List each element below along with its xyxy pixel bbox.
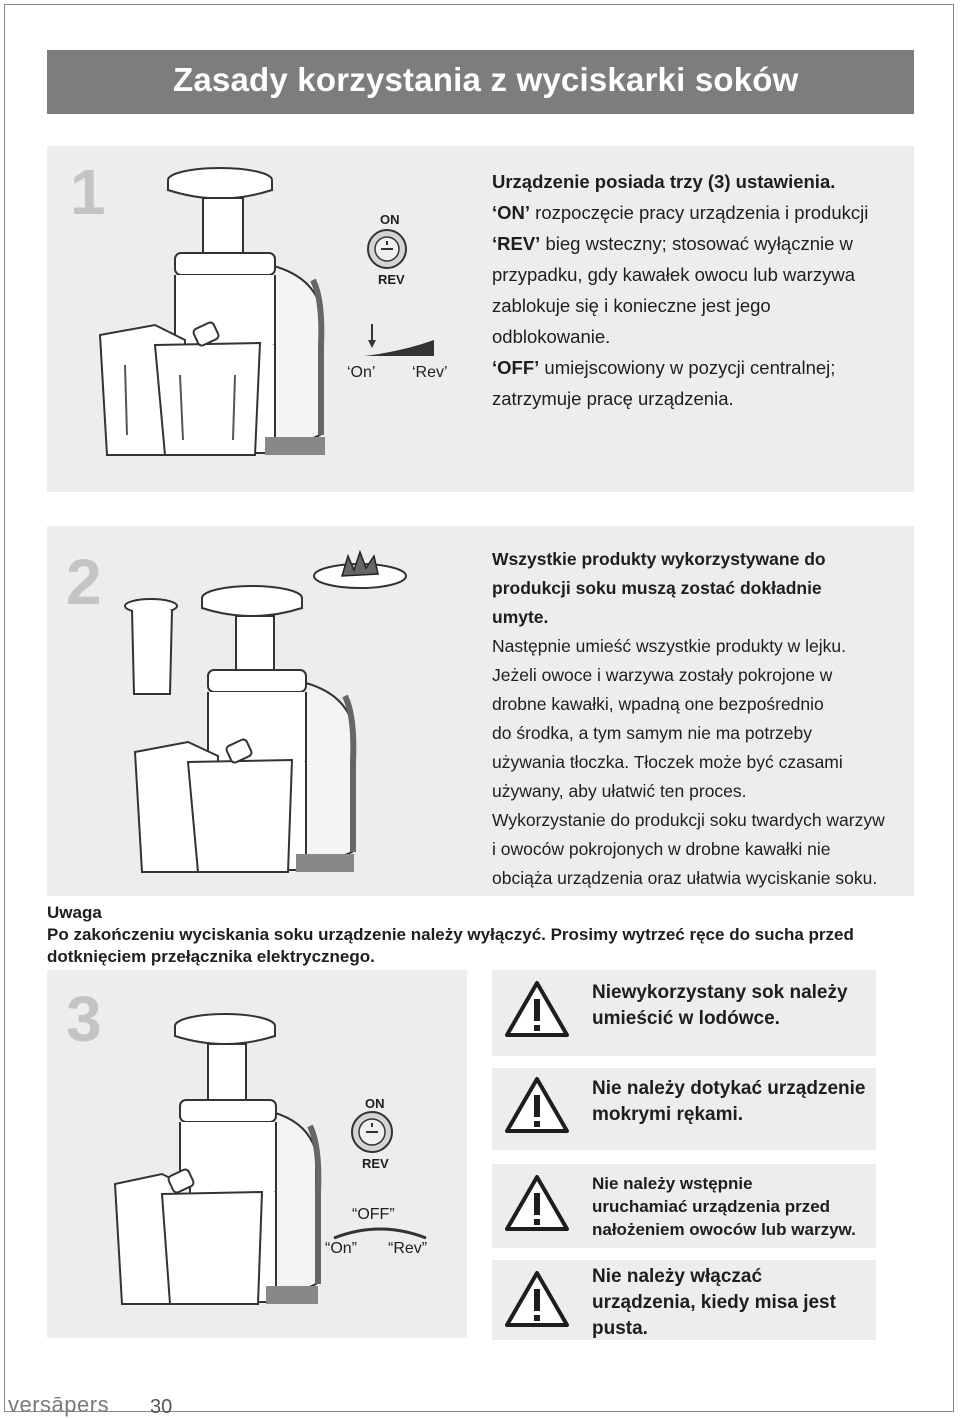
juicer-illustration-2 bbox=[130, 584, 360, 879]
step1-rev-cont2: zablokuje się i konieczne jest jego bbox=[492, 295, 771, 316]
warning-1-text: Niewykorzystany sok należy umieścić w lodówce. bbox=[592, 982, 848, 1029]
warning-3-text: Nie należy wstępnie uruchamiać urządzenia przed nałożeniem owoców lub warzyw. bbox=[592, 1174, 856, 1239]
step2-line3: drobne kawałki, wpadną one bezpośrednio bbox=[492, 694, 824, 714]
step2-line4: do środka, a tym samym nie ma potrzeby bbox=[492, 723, 812, 743]
label-rev: ‘Rev’ bbox=[412, 364, 448, 381]
step2-line9: obciąża urządzenia oraz ułatwia wyciskanie soku. bbox=[492, 868, 878, 888]
switch-rev-label: REV bbox=[378, 272, 405, 287]
step2-line6: używany, aby ułatwić ten proces. bbox=[492, 781, 747, 801]
switch3-rev-label: REV bbox=[362, 1156, 389, 1171]
step2-line8: i owoców pokrojonych w drobne kawałki nie bbox=[492, 839, 831, 859]
step3-number: 3 bbox=[66, 983, 102, 1055]
label-on-3: “On” bbox=[325, 1240, 357, 1257]
note-block bbox=[47, 902, 927, 968]
brand-logo: versāpers bbox=[8, 1392, 110, 1417]
warning-triangle-icon bbox=[504, 1076, 570, 1134]
rotary-switch-icon bbox=[366, 228, 408, 270]
warning-triangle-icon bbox=[504, 980, 570, 1038]
step2-number: 2 bbox=[66, 546, 102, 618]
step2-line1: Następnie umieść wszystkie produkty w lejku. bbox=[492, 636, 847, 656]
label-off-3: “OFF” bbox=[352, 1206, 395, 1223]
step2-text bbox=[492, 545, 907, 893]
note-heading: Uwaga bbox=[47, 903, 102, 922]
step1-rev-cont3: odblokowanie. bbox=[492, 326, 611, 347]
step1-on-line: ‘ON’ rozpoczęcie pracy urządzenia i produkcji bbox=[492, 202, 869, 223]
step1-off-cont: zatrzymuje pracę urządzenia. bbox=[492, 388, 734, 409]
warning-box-3 bbox=[492, 1164, 876, 1248]
step2-line5: używania tłoczka. Tłoczek może być czasami bbox=[492, 752, 843, 772]
switch-position-diagram bbox=[360, 322, 440, 362]
rotary-switch-icon-3 bbox=[350, 1110, 394, 1154]
step1-rev-cont1: przypadku, gdy kawałek owocu lub warzywa bbox=[492, 264, 855, 285]
switch3-on-label: ON bbox=[365, 1096, 385, 1111]
step1-line1: Urządzenie posiada trzy (3) ustawienia. bbox=[492, 171, 836, 192]
page-number: 30 bbox=[150, 1396, 173, 1418]
label-rev-3: “Rev” bbox=[388, 1240, 428, 1257]
warning-box-4 bbox=[492, 1260, 876, 1340]
step1-off-line: ‘OFF’ umiejscowiony w pozycji centralnej; bbox=[492, 357, 836, 378]
warning-box-1 bbox=[492, 970, 876, 1056]
warning-triangle-icon bbox=[504, 1270, 570, 1328]
step1-number: 1 bbox=[70, 156, 106, 228]
warning-2-text: Nie należy dotykać urządzenie mokrymi rękami. bbox=[592, 1078, 866, 1125]
note-line1: Po zakończeniu wyciskania soku urządzenie należy wyłączyć. Prosimy wytrzeć ręce do sucha przed bbox=[47, 925, 854, 944]
step2-line7: Wykorzystanie do produkcji soku twardych warzyw bbox=[492, 810, 885, 830]
page-title: Zasady korzystania z wyciskarki soków bbox=[173, 61, 799, 98]
label-on: ‘On’ bbox=[347, 364, 376, 381]
warning-triangle-icon bbox=[504, 1174, 570, 1232]
step2-bold1: Wszystkie produkty wykorzystywane do bbox=[492, 549, 826, 569]
switch-on-label: ON bbox=[380, 212, 400, 227]
step1-rev-line: ‘REV’ bieg wsteczny; stosować wyłącznie w bbox=[492, 233, 853, 254]
switch-arc-diagram bbox=[330, 1222, 430, 1242]
note-line2: dotknięciem przełącznika elektrycznego. bbox=[47, 947, 375, 966]
step2-bold2: produkcji soku muszą zostać dokładnie bbox=[492, 578, 822, 598]
step2-bold3: umyte. bbox=[492, 607, 549, 627]
juicer-illustration bbox=[95, 165, 330, 465]
warning-4-text: Nie należy włączać urządzenia, kiedy misa jest pusta. bbox=[592, 1266, 836, 1339]
warning-box-2 bbox=[492, 1068, 876, 1150]
step2-line2: Jeżeli owoce i warzywa zostały pokrojone w bbox=[492, 665, 833, 685]
page-header bbox=[47, 50, 914, 114]
step1-text bbox=[492, 166, 902, 414]
juicer-illustration-3 bbox=[110, 1012, 325, 1312]
